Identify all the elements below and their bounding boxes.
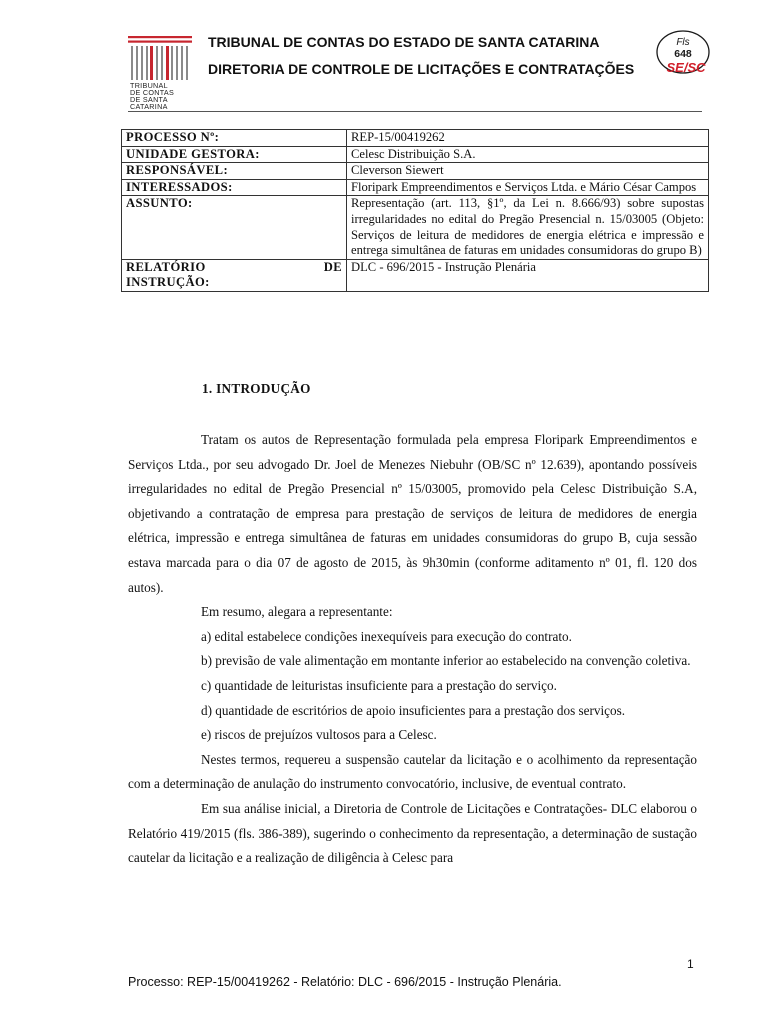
row-key [122, 259, 347, 291]
row-value: Floripark Empreendimentos e Serviços Ltda. e Mário César Campos [347, 179, 709, 196]
row-value: REP-15/00419262 [347, 130, 709, 147]
table-row [122, 196, 709, 259]
logo-text-line: DE SANTA [130, 95, 168, 104]
row-key: UNIDADE GESTORA: [122, 146, 347, 163]
page-footer: Processo: REP-15/00419262 - Relatório: DLC - 696/2015 - Instrução Plenária. [128, 975, 562, 989]
row-key: INTERESSADOS: [122, 179, 347, 196]
list-item: e) riscos de prejuízos vultosos para a Celesc. [201, 727, 437, 743]
stamp-code: SE/SC [666, 60, 706, 75]
row-value: Cleverson Siewert [347, 163, 709, 180]
row-key: RESPONSÁVEL: [122, 163, 347, 180]
row-value: Celesc Distribuição S.A. [347, 146, 709, 163]
logo-text [130, 82, 194, 110]
paragraph: Nestes termos, requereu a suspensão cautelar da licitação e o acolhimento da representação com a determinação de anulação do instrumento convocatório, inclusive, de eventual contrato. [128, 751, 697, 792]
list-item: a) edital estabelece condições inexequíveis para execução do contrato. [201, 628, 572, 644]
process-info-table [121, 129, 709, 292]
page-number: 1 [687, 957, 694, 971]
table-row [122, 259, 709, 291]
list-item: b) previsão de vale alimentação em montante inferior ao estabelecido na convenção coletiva. [201, 653, 691, 669]
stamp-number: 648 [674, 48, 692, 60]
row-value: Representação (art. 113, §1º, da Lei n. 8.666/93) sobre supostas irregularidades no edital do Pregão Presencial n. 15/03005 (Objeto: Serviços de leitura de medidores de energia elétrica e impressão e entrega simultânea de faturas em unidades consumidoras do grupo B) [347, 196, 709, 259]
logo-text-line: TRIBUNAL [130, 81, 168, 90]
paragraph: Em sua análise inicial, a Diretoria de Controle de Licitações e Contratações- DLC elaborou o Relatório 419/2015 (fls. 386-389), sugerindo o conhecimento da representação, a determinação de sustação cautelar da licitação e a realização de diligência à Celesc para [128, 800, 697, 866]
row-key: PROCESSO Nº: [122, 130, 347, 147]
list-item: c) quantidade de leituristas insuficiente para a prestação do serviço. [201, 677, 557, 693]
list-item: d) quantidade de escritórios de apoio insuficientes para a prestação dos serviços. [201, 702, 626, 718]
table-row [122, 130, 709, 147]
table-row [122, 146, 709, 163]
header-directorate: DIRETORIA DE CONTROLE DE LICITAÇÕES E CONTRATAÇÕES [208, 61, 635, 77]
row-key-part: DE [323, 259, 342, 274]
logo-text-line: DE CONTAS [130, 88, 175, 97]
row-key: ASSUNTO: [122, 196, 347, 259]
table-row [122, 163, 709, 180]
paragraph: Em resumo, alegara a representante: [201, 604, 393, 620]
page-stamp [655, 28, 711, 80]
header-divider [128, 111, 702, 112]
report-body [128, 428, 697, 871]
row-key-part: INSTRUÇÃO: [126, 275, 210, 290]
header-institution: TRIBUNAL DE CONTAS DO ESTADO DE SANTA CATARINA [208, 34, 600, 50]
logo-text-line: CATARINA [130, 102, 168, 111]
table-row [122, 179, 709, 196]
section-title: 1. INTRODUÇÃO [202, 381, 311, 396]
stamp-label: Fls [676, 37, 690, 48]
row-key-part: RELATÓRIO [126, 259, 206, 274]
paragraph: Tratam os autos de Representação formulada pela empresa Floripark Empreendimentos e Serviços Ltda., por seu advogado Dr. Joel de Menezes Niebuhr (OB/SC nº 12.639), apontando possíveis irregularidades no edital de Pregão Presencial nº 15/03005, promovido pela Celesc Distribuição S.A, objetivando a contratação de empresa para prestação de serviços de leitura de medidores de energia elétrica, impressão e entrega simultânea de faturas em unidades consumidoras do grupo B, cuja sessão estava marcada para o dia 07 de agosto de 2015, às 9h30min (conforme aditamento nº 01, fl. 120 dos autos). [128, 432, 697, 595]
row-value: DLC - 696/2015 - Instrução Plenária [347, 259, 709, 291]
